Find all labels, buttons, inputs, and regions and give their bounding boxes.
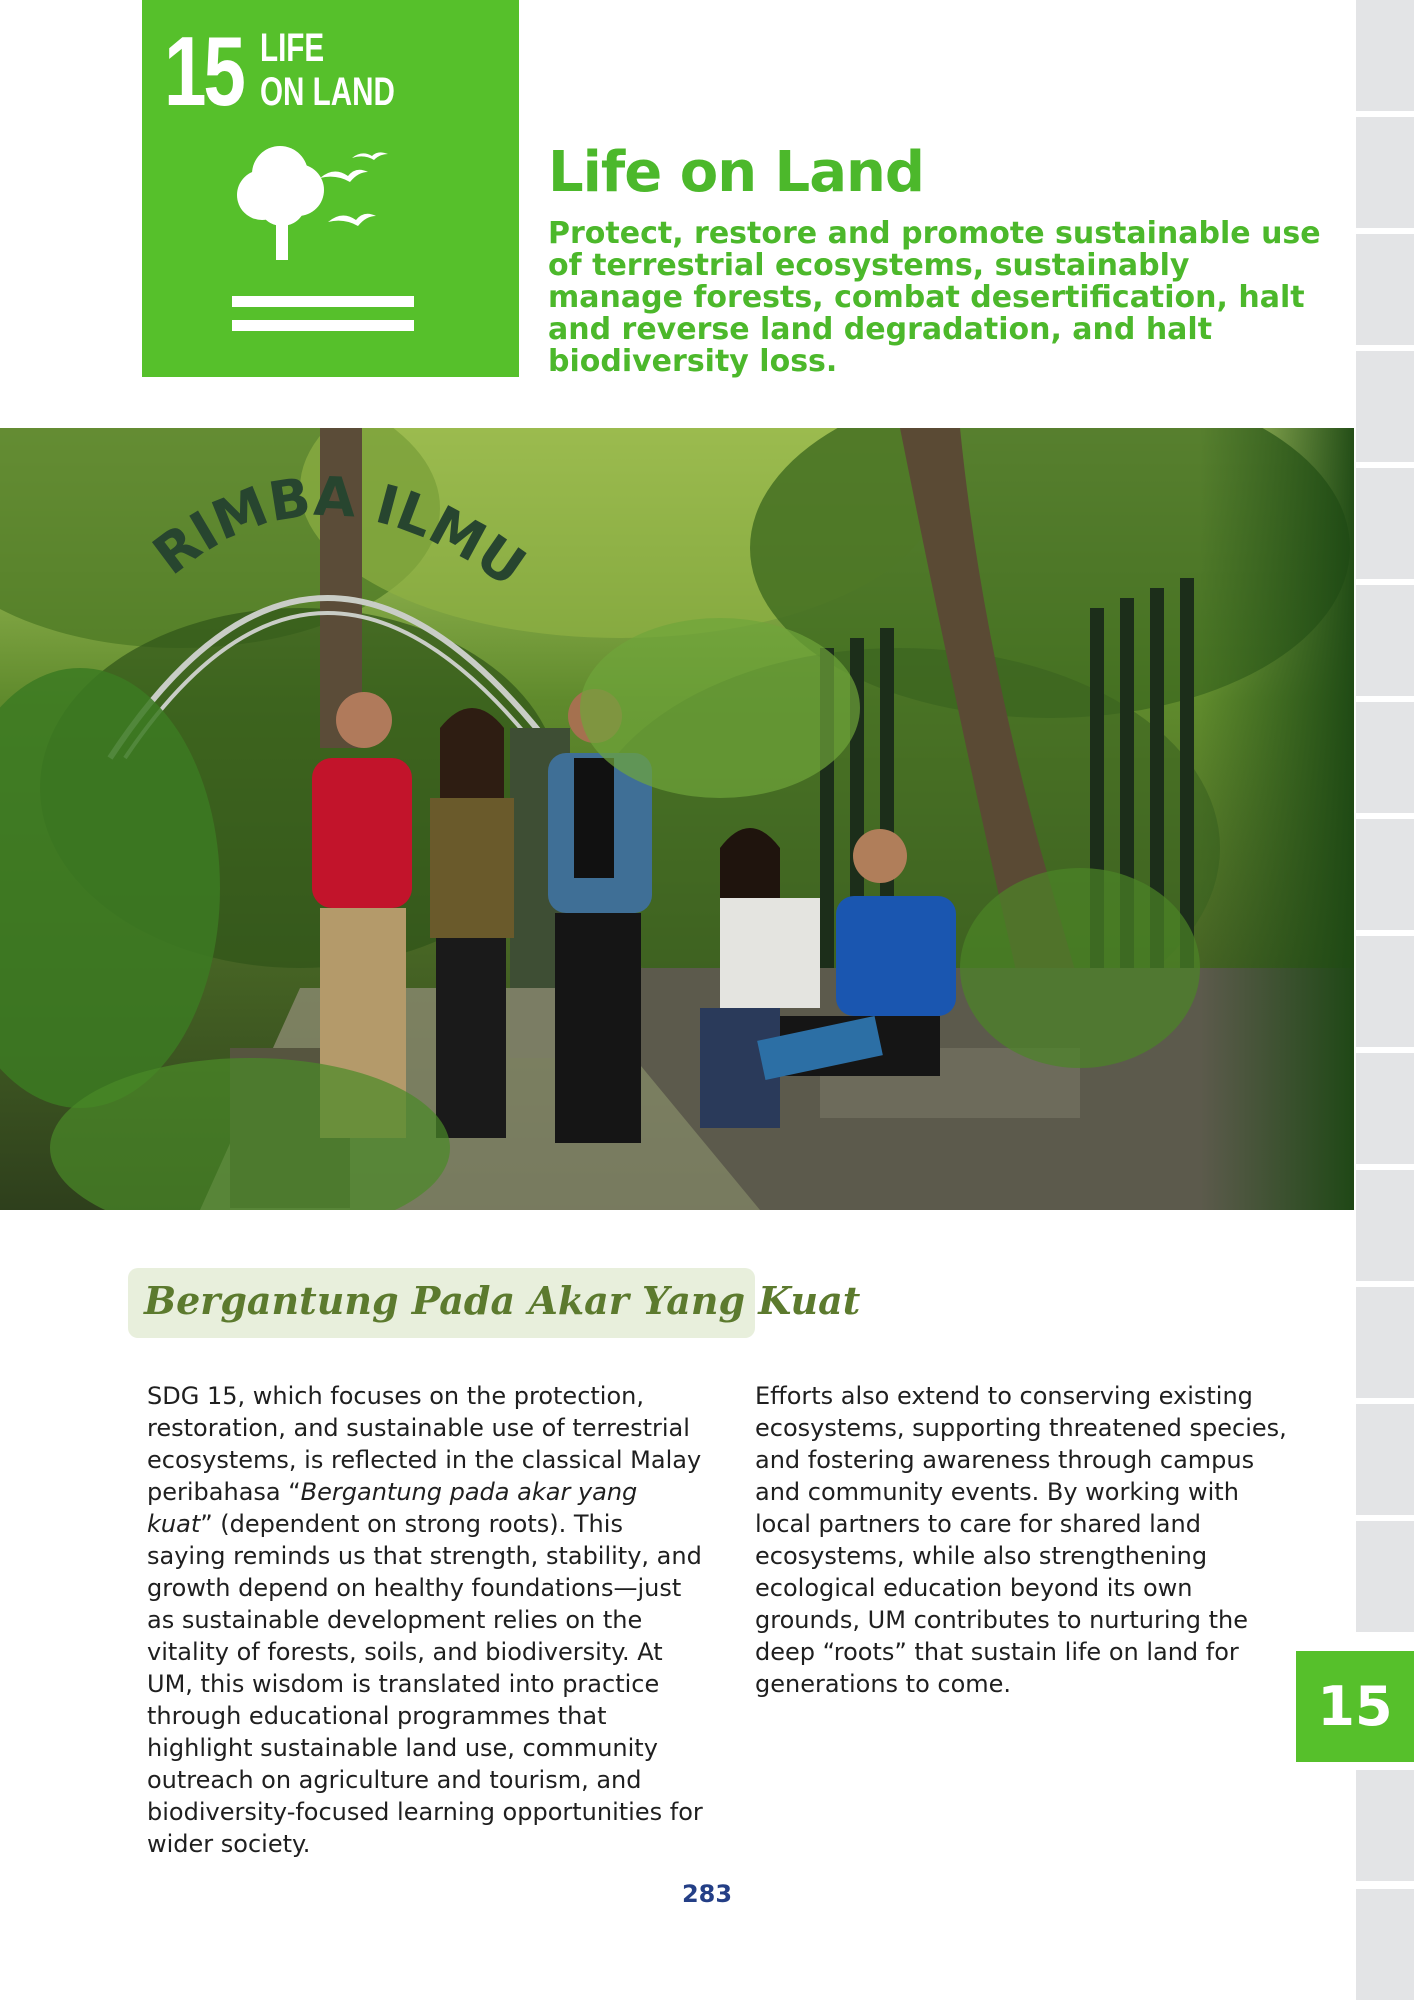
chapter-tab <box>1356 468 1414 579</box>
page-number: 283 <box>681 1880 733 1908</box>
peribahasa-italic: Bergantung pada akar yang kuat <box>147 1478 638 1538</box>
page-title: Life on Land <box>548 140 924 205</box>
chapter-tab <box>1356 1287 1414 1398</box>
chapter-tab <box>1356 1770 1414 1881</box>
body-left-text-2: ” (dependent on strong roots). This saying reminds us that strength, stability, and growth depend on healthy foundations—just as sustainable development relies on the vitality of forests, soils, and biodiversity. At UM, this wisdom is translated into practice through educational programmes that highlight sustainable land use, community outreach on agriculture and tourism, and biodiversity-focused learning opportunities for wider society. <box>147 1510 703 1858</box>
active-chapter-tab-15[interactable]: 15 <box>1296 1651 1414 1762</box>
chapter-tab <box>1356 936 1414 1047</box>
rimba-ilmu-sign: RIMBA ILMU <box>141 464 537 599</box>
chapter-tab <box>1356 234 1414 345</box>
chapter-tab <box>1356 1404 1414 1515</box>
chapter-tab <box>1356 0 1414 111</box>
sdg-15-badge <box>142 0 519 377</box>
hero-photo <box>0 428 1354 1210</box>
sdg-name-line2: ON LAND <box>260 70 395 114</box>
chapter-tab <box>1356 702 1414 813</box>
section-heading: Bergantung Pada Akar Yang Kuat <box>144 1278 861 1323</box>
chapter-tab <box>1356 1053 1414 1164</box>
tree-with-birds-icon <box>232 140 432 340</box>
sdg-name <box>260 26 395 114</box>
chapter-tab <box>1356 585 1414 696</box>
forest-students-photo <box>0 428 1354 1210</box>
sdg-number: 15 <box>164 16 243 126</box>
chapter-tab <box>1356 351 1414 462</box>
section-heading-pill <box>128 1268 861 1338</box>
body-left-text-1: SDG 15, which focuses on the protection, restoration, and sustainable use of terrestrial ecosystems, is reflected in the classical Malay peribahasa “ <box>147 1382 702 1506</box>
page-subtitle: Protect, restore and promote sustainable use of terrestrial ecosystems, sustainably manage forests, combat desertification, halt and reverse land degradation, and halt biodiversity loss. <box>548 216 1321 379</box>
body-right-column: Efforts also extend to conserving existing ecosystems, supporting threatened species, and fostering awareness through campus and community events. By working with local partners to care for shared land ecosystems, while also strengthening ecological education beyond its own grounds, UM contributes to nurturing the deep “roots” that sustain life on land for generations to come. <box>755 1382 1287 1698</box>
chapter-tab <box>1356 117 1414 228</box>
chapter-tab <box>1356 819 1414 930</box>
sdg-name-line1: LIFE <box>260 26 325 70</box>
body-left-column <box>147 1380 707 1860</box>
chapter-tab <box>1356 1170 1414 1281</box>
student-olive-top <box>430 708 514 1138</box>
chapter-tab <box>1356 1521 1414 1632</box>
